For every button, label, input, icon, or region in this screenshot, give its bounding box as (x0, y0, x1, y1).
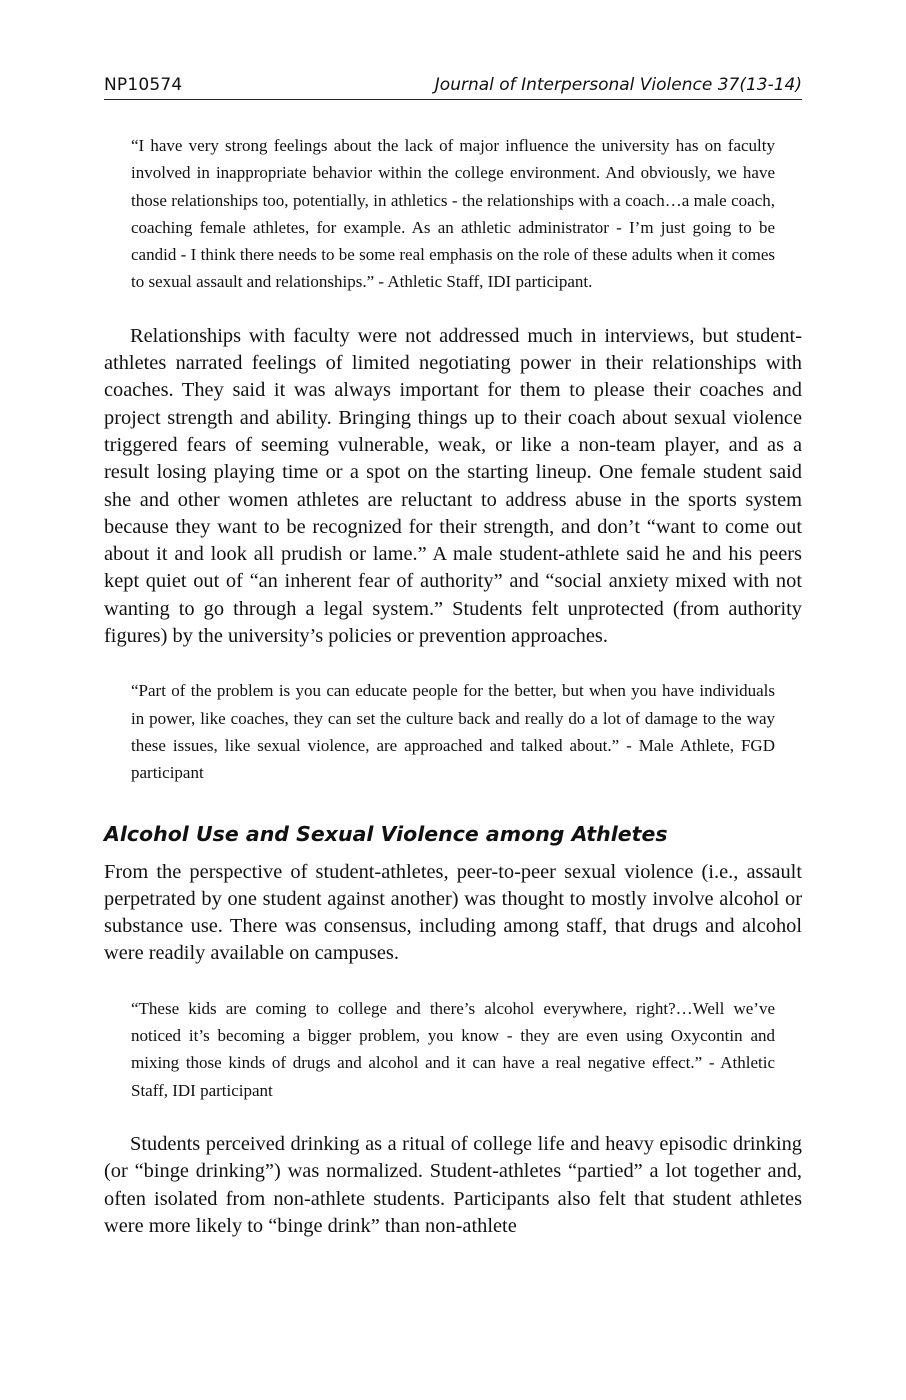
body-paragraph: From the perspective of student-athletes, peer-to-peer sexual violence (i.e., assault perpetrated by one student against another) was thought to mostly involve alcohol or substance use. There was consensus, including among staff, that drugs and alcohol were readily available on campuses. (104, 860, 802, 965)
running-header (104, 70, 802, 100)
block-quote-athletic-staff: “I have very strong feelings about the lack of major influence the university has on faculty involved in inappropriate behavior within the college environment. And obviously, we have those relationships too, potentially, in athletics - the relationships with a coach…a male coach, coaching female athletes, for example. As an athletic administrator - I’m just going to be candid - I think there needs to be some real emphasis on the role of these adults when it comes to sexual assault and relationships.” - Athletic Staff, IDI participant. (131, 136, 775, 292)
section-heading: Alcohol Use and Sexual Violence among Athletes (104, 821, 668, 846)
block-quote-male-athlete: “Part of the problem is you can educate people for the better, but when you have individuals in power, like coaches, they can set the culture back and really do a lot of damage to the way these issues, like sexual violence, are approached and talked about.” - Male Athlete, FGD participant (131, 681, 775, 783)
body-paragraph: Relationships with faculty were not addressed much in interviews, but student-athletes narrated feelings of limited negotiating power in their relationships with coaches. They said it was always important for them to please their coaches and project strength and ability. Bringing things up to their coach about sexual violence triggered fears of seeming vulnerable, weak, or like a non-team player, and as a result losing playing time or a spot on the starting lineup. One female student said she and other women athletes are reluctant to address abuse in the sports system because they want to be recognized for their strength, and don’t “want to come out about it and look all prudish or lame.” A male student-athlete said he and his peers kept quiet out of “an inherent fear of authority” and “social anxiety mixed with not wanting to go through a legal system.” Students felt unprotected (from authority figures) by the university’s policies or prevention approaches. (104, 324, 802, 648)
journal-citation: Journal of Interpersonal Violence 37(13-14) (434, 75, 802, 95)
page-label: NP10574 (104, 75, 183, 95)
body-paragraph: Students perceived drinking as a ritual of college life and heavy episodic drinking (or “binge drinking”) was normalized. Student-athletes “partied” a lot together and, often isolated from non-athlete students. Participants also felt that student athletes were more likely to “binge drink” than non-athlete (104, 1132, 802, 1237)
block-quote-athletic-staff: “These kids are coming to college and there’s alcohol everywhere, right?…Well we’ve noticed it’s becoming a bigger problem, you know - they are even using Oxycontin and mixing those kinds of drugs and alcohol and it can have a real negative effect.” - Athletic Staff, IDI participant (131, 998, 775, 1100)
article-body (104, 132, 802, 1240)
